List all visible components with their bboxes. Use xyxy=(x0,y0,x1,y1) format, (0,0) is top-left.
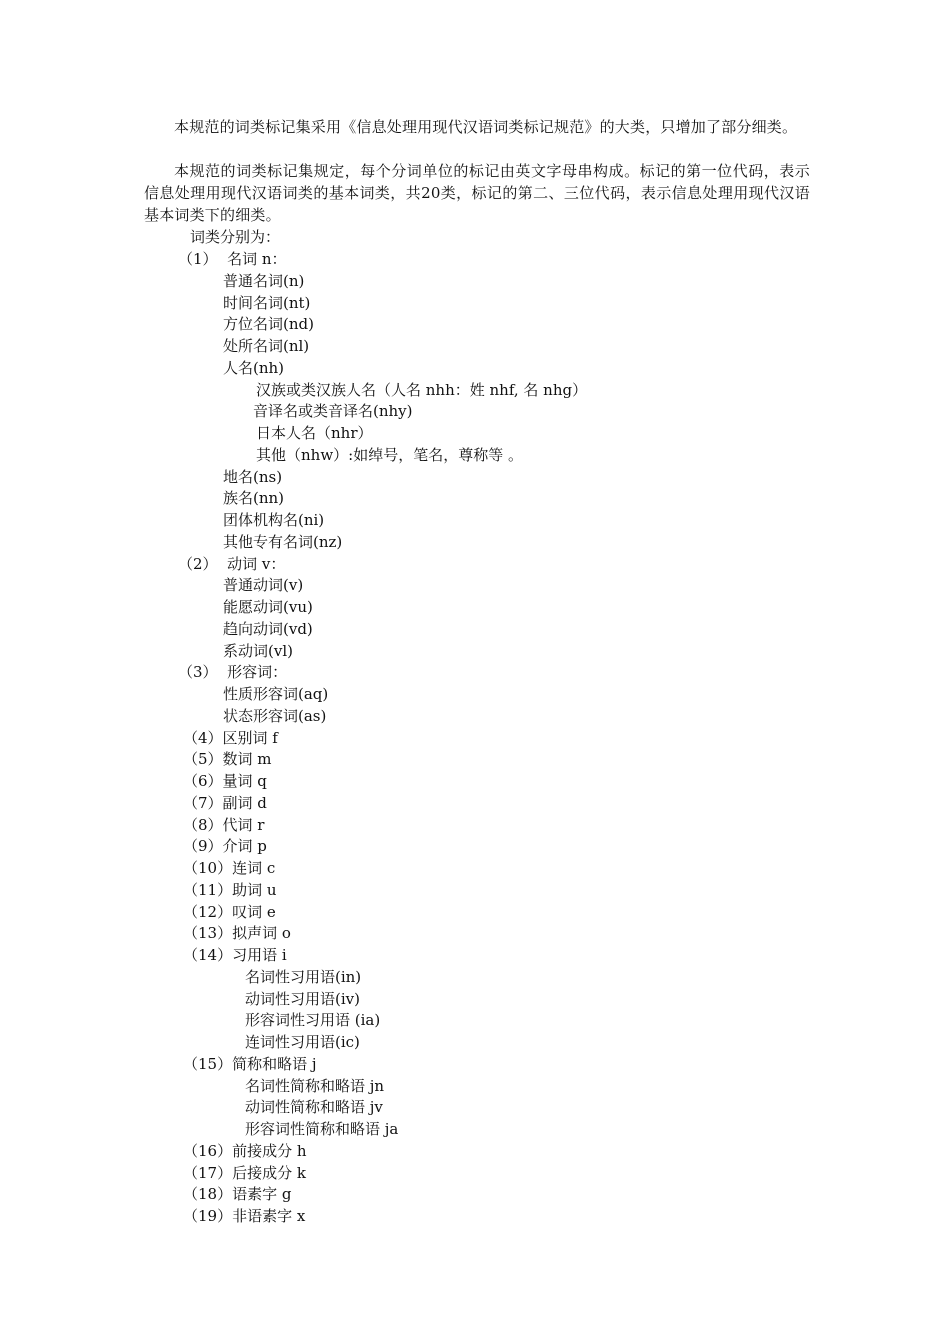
list-item: 时间名词(nt) xyxy=(223,293,311,312)
list-item: （1） 名词 n： xyxy=(178,250,287,268)
list-item: （12）叹词 e xyxy=(183,902,276,921)
list-item: 名词性习用语(in) xyxy=(245,967,362,986)
list-item: 其他专有名词(nz) xyxy=(223,532,343,551)
list-item: 名词性简称和略语 jn xyxy=(245,1076,385,1095)
list-intro: 词类分别为： xyxy=(190,228,281,246)
list-item: 汉族或类汉族人名（人名 nhh：姓 nhf, 名 nhg） xyxy=(256,380,588,399)
list-item: （19）非语素字 x xyxy=(183,1207,306,1225)
list-item: （18）语素字 g xyxy=(183,1185,292,1204)
list-item: 地名(ns) xyxy=(223,467,283,486)
list-item: 其他（nhw）:如绰号，笔名，尊称等 。 xyxy=(256,445,523,464)
list-item: （10）连词 c xyxy=(183,859,276,877)
list-item: 性质形容词(aq) xyxy=(223,685,329,703)
list-item: 日本人名（nhr） xyxy=(256,424,373,442)
list-item: 音译名或类音译名(nhy) xyxy=(253,402,413,421)
list-item: 系动词(vl) xyxy=(223,641,293,660)
paragraph-2: 本规范的词类标记集规定，每个分词单位的标记由英文字母串构成。标记的第一位代码，表示信息处理用现代汉语词类的基本词类，共20类，标记的第二、三位代码，表示信息处理用现代汉语基本词类下的细类。 xyxy=(144,162,810,224)
list-item: （6）量词 q xyxy=(183,772,267,790)
list-item: （3） 形容词： xyxy=(178,663,288,682)
list-item: （4）区别词 f xyxy=(183,728,278,747)
list-item: 方位名词(nd) xyxy=(223,315,314,334)
list-item: 能愿动词(vu) xyxy=(223,598,313,616)
list-item: （16）前接成分 h xyxy=(183,1141,307,1160)
list-item: （15）简称和略语 j xyxy=(183,1054,317,1073)
list-item: （2） 动词 v： xyxy=(178,554,286,573)
list-item: 形容词性简称和略语 ja xyxy=(245,1120,399,1138)
list-item: 普通动词(v) xyxy=(223,576,304,595)
list-item: 状态形容词(as) xyxy=(223,706,327,725)
list-item: （7）副词 d xyxy=(183,793,267,812)
list-item: （14）习用语 i xyxy=(183,946,287,964)
list-item: 人名(nh) xyxy=(223,358,285,377)
list-item: 连词性习用语(ic) xyxy=(245,1033,360,1051)
list-item: 动词性习用语(iv) xyxy=(245,989,360,1008)
list-item: （17）后接成分 k xyxy=(183,1163,306,1182)
list-item: 形容词性习用语 (ia) xyxy=(245,1011,381,1030)
list-item: 普通名词(n) xyxy=(223,271,305,290)
list-item: 族名(nn) xyxy=(223,489,285,508)
list-item: （5）数词 m xyxy=(183,750,272,769)
list-item: （13）拟声词 o xyxy=(183,924,291,943)
list-item: 团体机构名(ni) xyxy=(223,511,325,529)
list-item: 动词性简称和略语 jv xyxy=(245,1098,383,1117)
list-item: （11）助词 u xyxy=(183,880,277,899)
paragraph-1: 本规范的词类标记集采用《信息处理用现代汉语词类标记规范》的大类，只增加了部分细类。 xyxy=(174,118,798,136)
list-item: 处所名词(nl) xyxy=(223,337,310,355)
list-item: （9）介词 p xyxy=(183,837,267,856)
list-item: 趋向动词(vd) xyxy=(223,619,313,638)
list-item: （8）代词 r xyxy=(183,815,265,834)
